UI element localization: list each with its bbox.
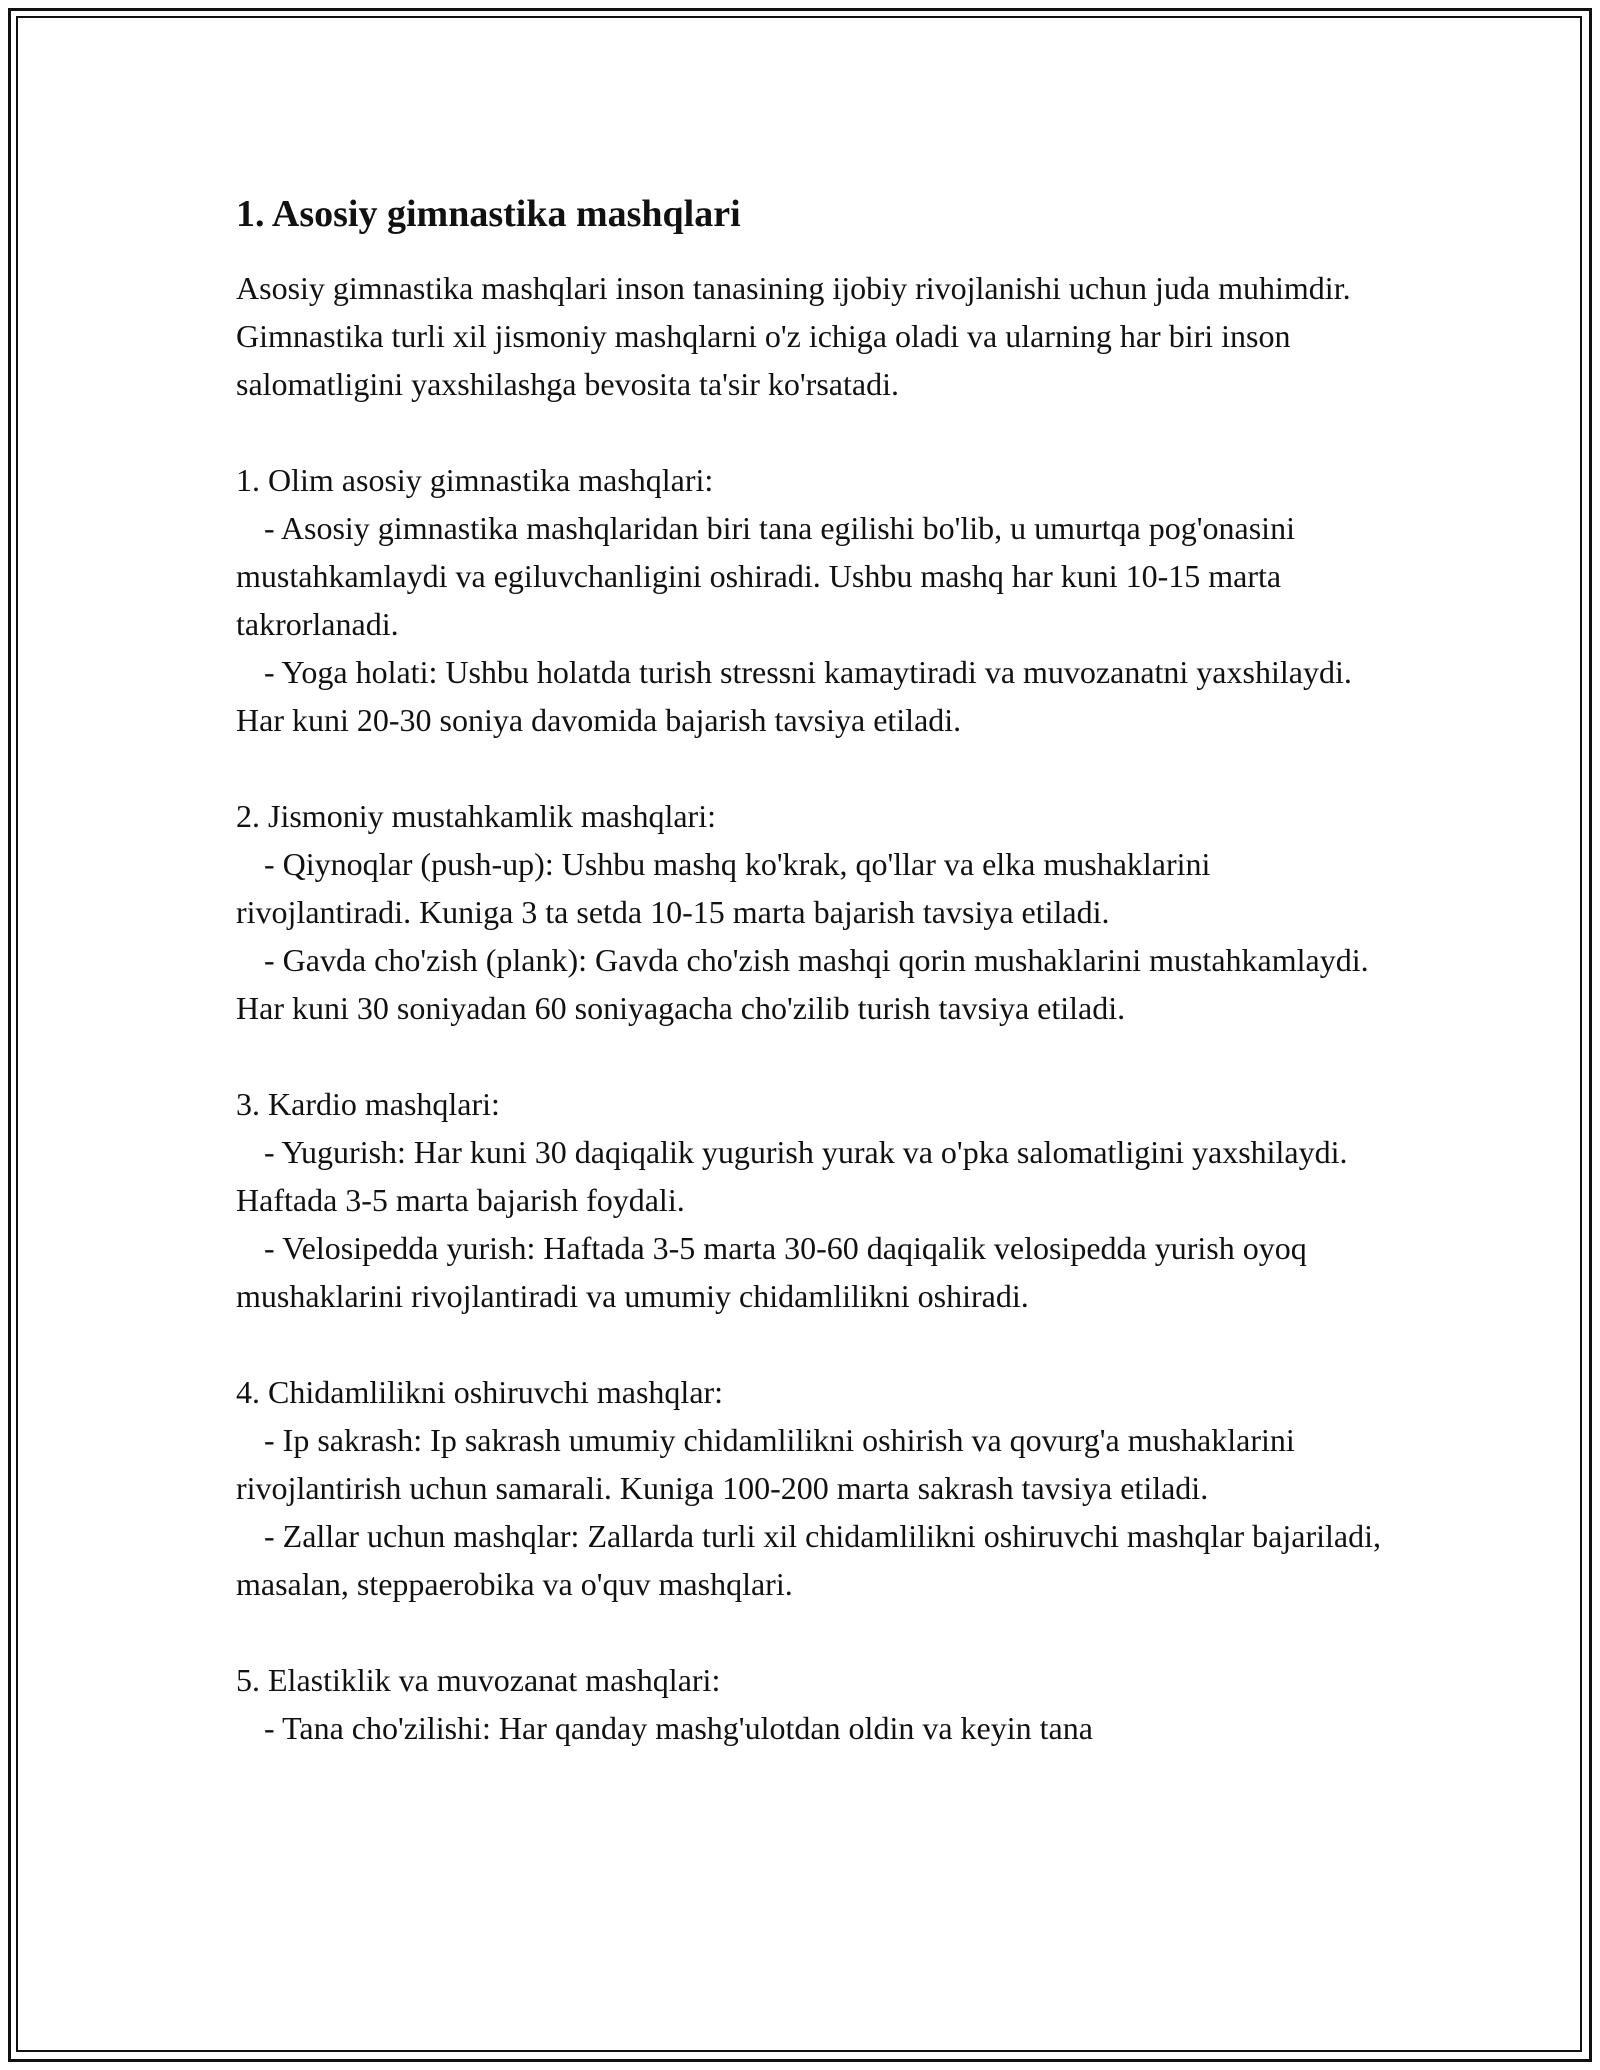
document-title: 1. Asosiy gimnastika mashqlari	[236, 193, 741, 235]
list-item: - Zallar uchun mashqlar: Zallarda turli xil chidamlilikni oshiruvchi mashqlar bajariladi, masalan, steppaerobika va o'quv mashqlari.	[236, 1518, 1381, 1602]
list-item: - Qiynoqlar (push-up): Ushbu mashq ko'krak, qo'llar va elka mushaklarini rivojlantiradi. Kuniga 3 ta setda 10-15 marta bajarish tavsiya etiladi.	[236, 846, 1211, 930]
list-item: - Tana cho'zilishi: Har qanday mashg'ulotdan oldin va keyin tana	[264, 1710, 1093, 1746]
section-title: 4. Chidamlilikni oshiruvchi mashqlar:	[236, 1374, 724, 1410]
list-item: - Gavda cho'zish (plank): Gavda cho'zish mashqi qorin mushaklarini mustahkamlaydi. Har kuni 30 soniyadan 60 soniyagacha cho'zilib turish tavsiya etiladi.	[236, 942, 1369, 1026]
section-basic-gymnastics	[236, 456, 1386, 744]
list-item: - Yoga holati: Ushbu holatda turish stressni kamaytiradi va muvozanatni yaxshilaydi. Har kuni 20-30 soniya davomida bajarish tavsiya etiladi.	[236, 654, 1352, 738]
section-cardio	[236, 1080, 1386, 1320]
section-flexibility-balance	[236, 1656, 1386, 1752]
list-item: - Yugurish: Har kuni 30 daqiqalik yugurish yurak va o'pka salomatligini yaxshilaydi. Haftada 3-5 marta bajarish foydali.	[236, 1134, 1348, 1218]
section-title: 1. Olim asosiy gimnastika mashqlari:	[236, 462, 714, 498]
list-item: - Ip sakrash: Ip sakrash umumiy chidamlilikni oshirish va qovurg'a mushaklarini rivojlantirish uchun samarali. Kuniga 100-200 marta sakrash tavsiya etiladi.	[236, 1422, 1295, 1506]
section-title: 3. Kardio mashqlari:	[236, 1086, 500, 1122]
section-title: 5. Elastiklik va muvozanat mashqlari:	[236, 1662, 721, 1698]
section-endurance	[236, 1368, 1386, 1608]
list-item: - Velosipedda yurish: Haftada 3-5 marta 30-60 daqiqalik velosipedda yurish oyoq mushaklarini rivojlantiradi va umumiy chidamlilikni oshiradi.	[236, 1230, 1307, 1314]
document-body	[236, 180, 1386, 1752]
intro-paragraph: Asosiy gimnastika mashqlari inson tanasining ijobiy rivojlanishi uchun juda muhimdir. Gimnastika turli xil jismoniy mashqlarni o'z ichiga oladi va ularning har biri inson salomatligini yaxshilashga bevosita ta'sir ko'rsatadi.	[236, 270, 1351, 402]
list-item: - Asosiy gimnastika mashqlaridan biri tana egilishi bo'lib, u umurtqa pog'onasini mustahkamlaydi va egiluvchanligini oshiradi. Ushbu mashq har kuni 10-15 marta takrorlanadi.	[236, 510, 1295, 642]
section-strength	[236, 792, 1386, 1032]
section-title: 2. Jismoniy mustahkamlik mashqlari:	[236, 798, 716, 834]
